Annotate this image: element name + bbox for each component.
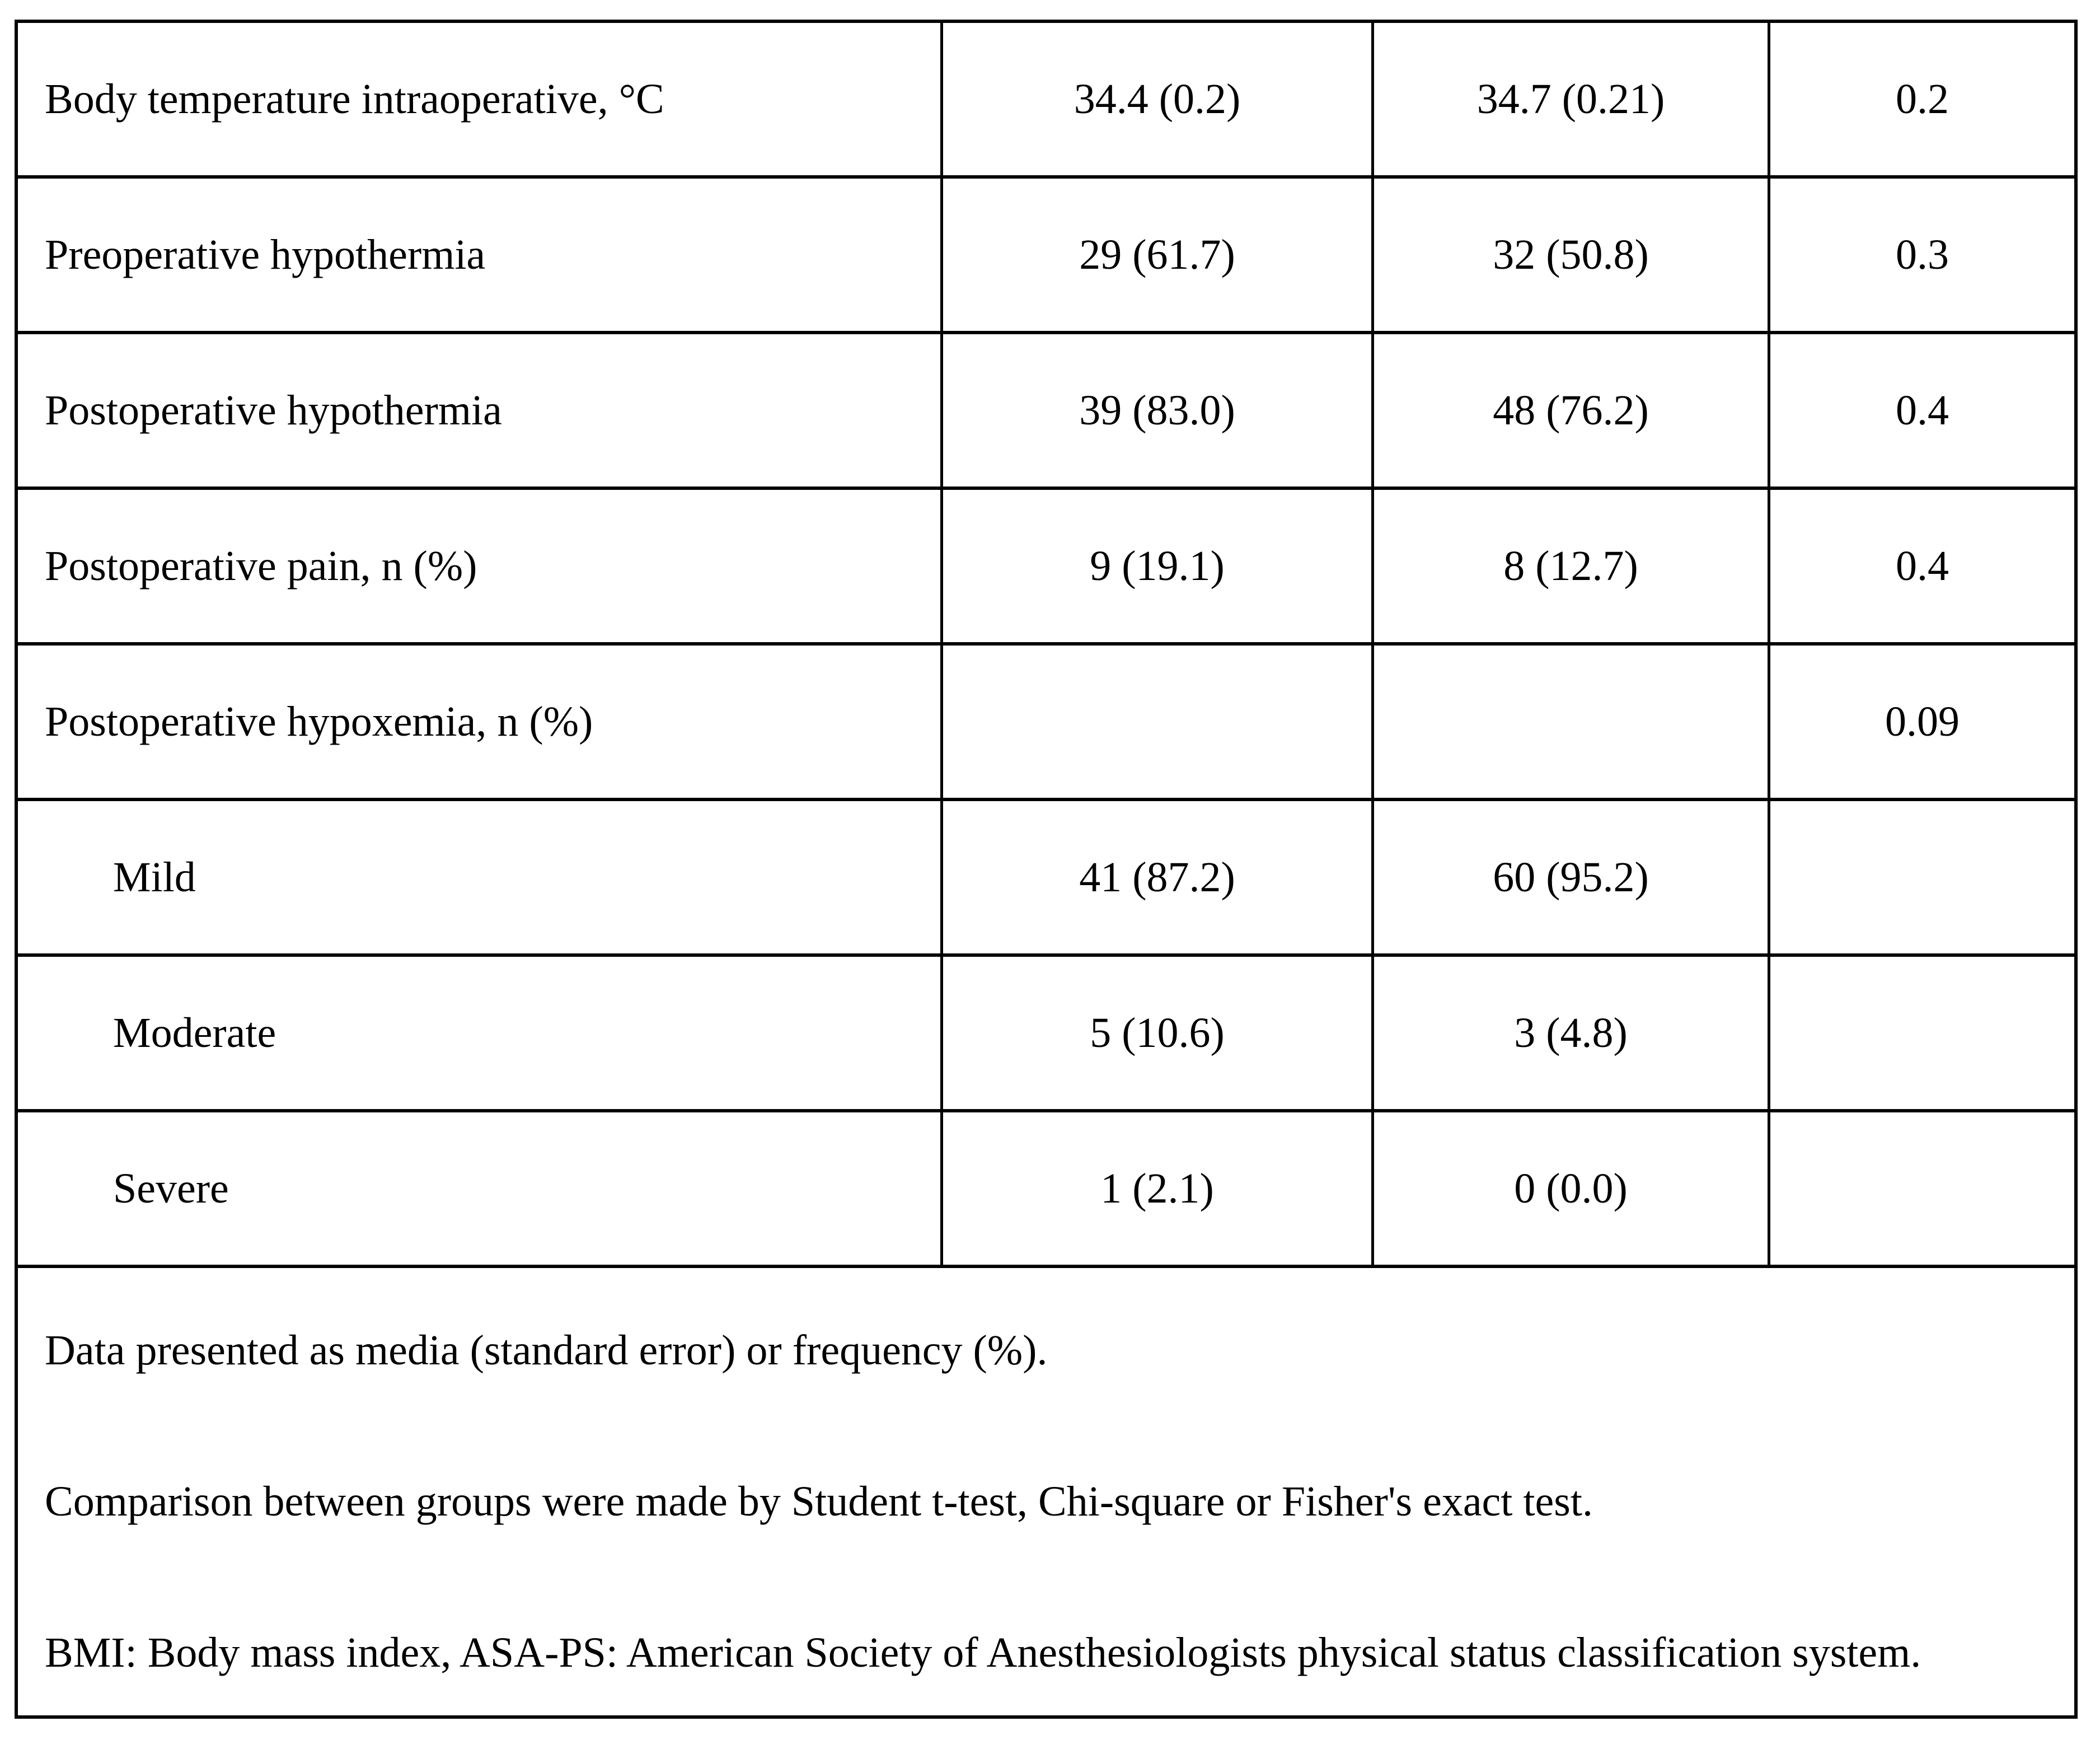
p-value <box>1770 1112 2074 1268</box>
group1-value: 9 (19.1) <box>943 490 1374 646</box>
p-value <box>1770 957 2074 1112</box>
group2-value: 60 (95.2) <box>1374 801 1770 957</box>
group1-value: 29 (61.7) <box>943 179 1374 334</box>
footnote-statistical-tests: Comparison between groups were made by Student t-test, Chi-square or Fisher's exact test. <box>45 1478 1593 1525</box>
group1-value <box>943 646 1374 801</box>
row-label: Postoperative hypothermia <box>18 334 943 490</box>
row-label: Preoperative hypothermia <box>18 179 943 334</box>
group2-value: 48 (76.2) <box>1374 334 1770 490</box>
footnote-abbreviations: BMI: Body mass index, ASA-PS: American Society of Anesthesiologists physical status classification system. <box>45 1629 1921 1676</box>
p-value: 0.2 <box>1770 23 2074 179</box>
group1-value: 1 (2.1) <box>943 1112 1374 1268</box>
group2-value: 3 (4.8) <box>1374 957 1770 1112</box>
group2-value: 8 (12.7) <box>1374 490 1770 646</box>
group2-value: 32 (50.8) <box>1374 179 1770 334</box>
outcomes-table <box>15 20 2078 1719</box>
group2-value <box>1374 646 1770 801</box>
group2-value: 34.7 (0.21) <box>1374 23 1770 179</box>
group2-value: 0 (0.0) <box>1374 1112 1770 1268</box>
group1-value: 34.4 (0.2) <box>943 23 1374 179</box>
row-label: Moderate <box>18 957 943 1112</box>
table-footnotes <box>18 1268 2074 1715</box>
group1-value: 41 (87.2) <box>943 801 1374 957</box>
row-label: Body temperature intraoperative, °C <box>18 23 943 179</box>
row-label: Postoperative hypoxemia, n (%) <box>18 646 943 801</box>
p-value <box>1770 801 2074 957</box>
row-label: Postoperative pain, n (%) <box>18 490 943 646</box>
row-label: Severe <box>18 1112 943 1268</box>
footnote-data-presentation: Data presented as media (standard error) or frequency (%). <box>45 1327 1048 1374</box>
group1-value: 39 (83.0) <box>943 334 1374 490</box>
p-value: 0.3 <box>1770 179 2074 334</box>
row-label: Mild <box>18 801 943 957</box>
group1-value: 5 (10.6) <box>943 957 1374 1112</box>
p-value: 0.4 <box>1770 334 2074 490</box>
p-value: 0.09 <box>1770 646 2074 801</box>
p-value: 0.4 <box>1770 490 2074 646</box>
